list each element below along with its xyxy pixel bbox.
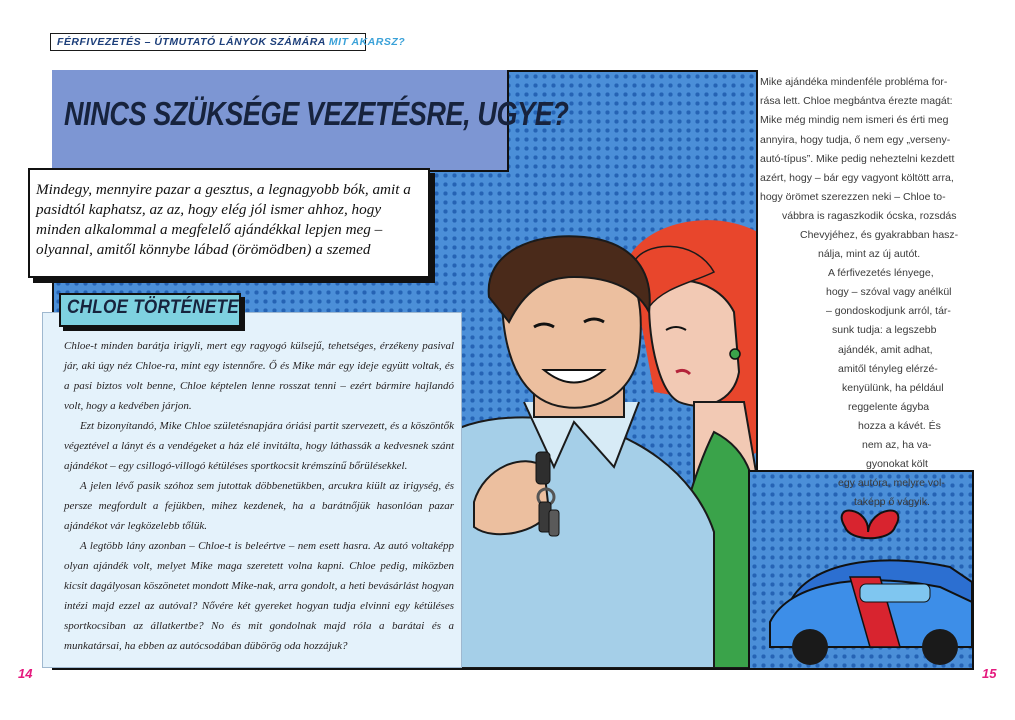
right-column-line: annyira, hogy tudja, ő nem egy „verseny-	[760, 134, 951, 146]
right-column-line: – gondoskodjunk arról, tár-	[826, 305, 951, 317]
right-column-line: Mike ajándéka mindenféle probléma for-	[760, 76, 948, 88]
right-column-line: nálja, mint az új autót.	[818, 248, 921, 260]
page-number-left: 14	[18, 666, 33, 681]
ribbon-bow	[842, 511, 899, 539]
right-column-line: egy autóra, melyre vol-	[838, 477, 945, 489]
right-column-line: autó-típus”. Mike pedig neheztelni kezdett	[760, 153, 955, 165]
right-column-line: A férfivezetés lényege,	[828, 267, 934, 279]
right-column-line: nem az, ha va-	[862, 439, 932, 451]
car-wheel-right	[922, 629, 958, 665]
right-column-line: vábbra is ragaszkodik ócska, rozsdás	[782, 210, 957, 222]
page-title: NINCS SZÜKSÉGE VEZETÉSRE, UGYE?	[64, 95, 569, 132]
intro-text: Mindegy, mennyire pazar a gesztus, a legnagyobb bók, amit a pasidtól kaphatsz, az az, hogy elég jól ismer ahhoz, hogy minden alkalommal a megfelelő ajándékkal lepjen meg – olyannal, amitől könnybe lábad (örömödben) a szemed	[36, 181, 411, 258]
story-paragraph: Chloe-t minden barátja irigyli, mert egy ragyogó külsejű, tehetséges, érzékeny pasival jár, aki úgy néz Chloe-ra, mint egy istennőre. Ő és Mike már egy ideje együtt voltak, és a pasi biztos volt benne, Chloe képtelen lenne rosszat tenni – ezért bármire hajlandó volt, hogy a kedvében járjon.	[64, 340, 454, 412]
car-windshield	[860, 584, 930, 602]
story-paragraph: Ezt bizonyítandó, Mike Chloe születésnapjára óriási partit szervezett, és a köszöntők végeztével a lányt és a vendégeket a ház elé invitálta, hogy láthassák a kedvesnek szánt ajándékot – egy csillogó-villogó kétüléses sportkocsit krémszínű bőrülésekkel.	[64, 420, 454, 472]
man-shirt	[421, 417, 714, 668]
story-paragraph: A legtöbb lány azonban – Chloe-t is beleértve – nem esett hasra. Az autó voltaképp olyan ajándék volt, melyet Mike maga szeretett volna kapni. Chloe pedig, miközben kicsit dagályosan köszönetet mondott Mike-nak, arra gondolt, a heti bevásárlást hogyan intézi majd ezzel az autóval? Nővére két gyereket hogyan tudja elvinni egy kétüléses sportkocsiban az állatkertbe? No és mit gondolnak majd róla a barátai és a munkatársai, ha ebben az autócsodában dübörög oda hozzájuk?	[64, 540, 454, 652]
right-column-line: azért, hogy – bár egy vagyont költött arra,	[760, 172, 954, 184]
right-column-line: Chevyjéhez, és gyakrabban hasz-	[800, 229, 959, 241]
car-wheel-left	[792, 629, 828, 665]
right-column-line: Mike még mindig nem ismeri és érti meg	[760, 114, 949, 126]
right-column-line: hogy – szóval vagy anélkül	[826, 286, 952, 298]
right-column-line: gyonokat költ	[866, 458, 928, 470]
running-header-accent: MIT AKARSZ?	[328, 36, 406, 48]
woman-earring	[730, 349, 740, 359]
right-column-line: hozza a kávét. És	[858, 420, 941, 432]
right-column-line: reggelente ágyba	[848, 401, 930, 413]
story-body	[64, 336, 454, 656]
right-column-line: kenyülünk, ha például	[842, 382, 944, 394]
right-column-line: amitől tényleg elérzé-	[838, 363, 938, 375]
page-number-right: 15	[982, 666, 997, 681]
running-header	[50, 33, 406, 51]
right-column-line: hogy örömet szerezzen neki – Chloe to-	[760, 191, 946, 203]
right-column-line: rása lett. Chloe megbántva érezte magát:	[760, 95, 953, 107]
story-paragraph: A jelen lévő pasik szóhoz sem jutottak döbbenetükben, arcukra kiült az irigység, és persze megfordult a fejükben, mihez kezdenek, ha a barátnőjük hasonlóan pazar ajándékot vár legközelebb tőlük.	[64, 480, 454, 532]
right-column-line: ajándék, amit adhat,	[838, 344, 933, 356]
story-heading: CHLOE TÖRTÉNETE	[67, 297, 239, 318]
right-column-line: sunk tudja: a legszebb	[832, 324, 937, 336]
right-column-line: taképp ő vágyik.	[854, 496, 930, 508]
running-header-title: FÉRFIVEZETÉS – ÚTMUTATÓ LÁNYOK SZÁMÁRA	[57, 36, 326, 48]
